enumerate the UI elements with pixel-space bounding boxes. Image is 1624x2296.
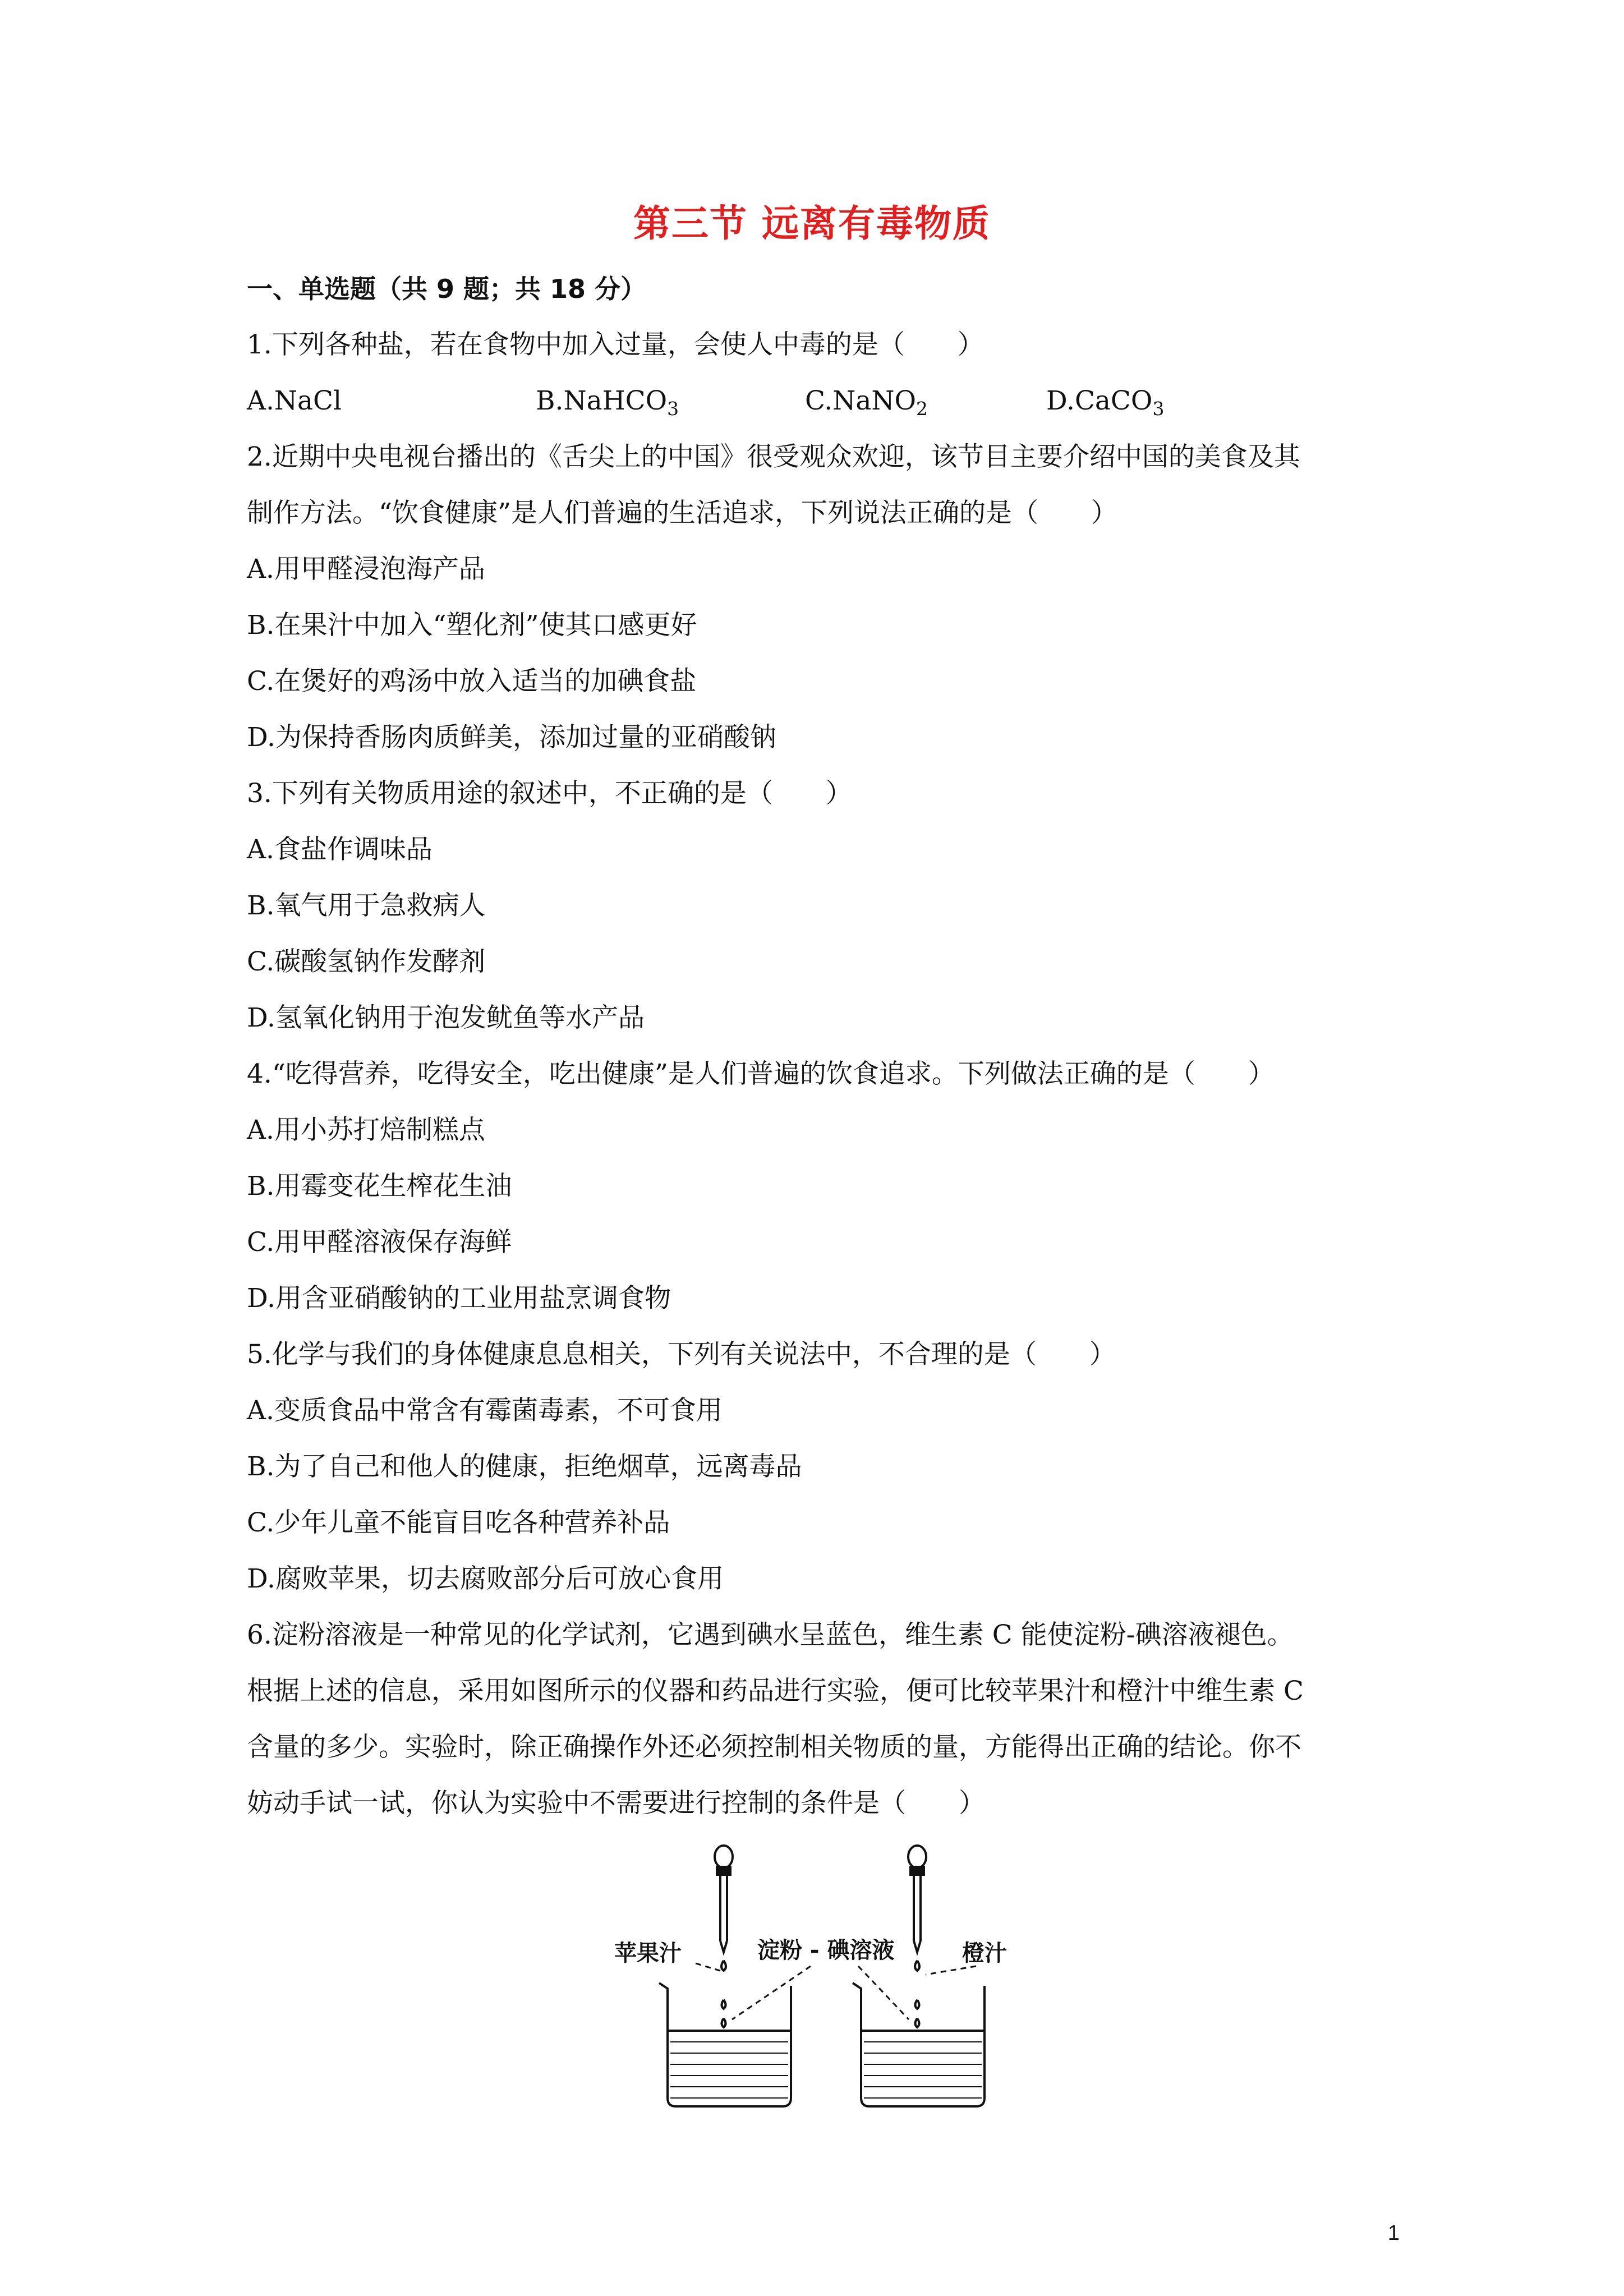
question-2-option-b: B.在果汁中加入“塑化剂”使其口感更好	[247, 610, 697, 641]
question-1-option-d: D.CaCO$_3$	[1046, 385, 1165, 420]
question-5-option-b: B.为了自己和他人的健康，拒绝烟草，远离毒品	[247, 1451, 802, 1482]
question-5-option-a: A.变质食品中常含有霉菌毒素，不可食用	[247, 1395, 723, 1426]
question-3-option-c: C.碳酸氢钠作发酵剂	[247, 946, 486, 977]
section-heading: 一、单选题（共 9 题；共 18 分）	[247, 274, 647, 304]
question-1-stem: 1.下列各种盐，若在食物中加入过量，会使人中毒的是（ ）	[247, 329, 984, 360]
question-6-stem-line-1: 6.淀粉溶液是一种常见的化学试剂，它遇到碘水呈蓝色，维生素 C 能使淀粉-碘溶液褪色。	[247, 1619, 1294, 1650]
question-1-option-b: B.NaHCO$_3$	[536, 385, 679, 420]
question-2-stem-line-1: 2.近期中央电视台播出的《舌尖上的中国》很受观众欢迎，该节目主要介绍中国的美食及其	[247, 441, 1300, 472]
left-beaker-icon	[659, 1983, 791, 2106]
question-6-stem-line-4: 妨动手试一试，你认为实验中不需要进行控制的条件是（ ）	[247, 1788, 985, 1819]
right-beaker-icon	[853, 1983, 984, 2106]
question-6-stem-line-2: 根据上述的信息，采用如图所示的仪器和药品进行实验，便可比较苹果汁和橙汁中维生素 C	[247, 1676, 1304, 1706]
experiment-figure	[611, 1840, 1038, 2120]
question-3-option-a: A.食盐作调味品	[247, 834, 433, 865]
label-starch-iodine: 淀粉 - 碘溶液	[757, 1938, 895, 1963]
question-5-option-c: C.少年儿童不能盲目吃各种营养补品	[247, 1507, 670, 1538]
question-2-option-d: D.为保持香肠肉质鲜美，添加过量的亚硝酸钠	[247, 722, 776, 753]
question-2-option-c: C.在煲好的鸡汤中放入适当的加碘食盐	[247, 666, 697, 697]
question-3-option-b: B.氧气用于急救病人	[247, 890, 486, 921]
question-4-option-b: B.用霉变花生榨花生油	[247, 1171, 512, 1202]
question-2-stem-line-2: 制作方法。“饮食健康”是人们普遍的生活追求，下列说法正确的是（ ）	[247, 498, 1118, 528]
question-4-stem: 4.“吃得营养，吃得安全，吃出健康”是人们普遍的饮食追求。下列做法正确的是（ ）	[247, 1059, 1275, 1089]
question-5-option-d: D.腐败苹果，切去腐败部分后可放心食用	[247, 1563, 724, 1594]
question-3-stem: 3.下列有关物质用途的叙述中，不正确的是（ ）	[247, 778, 852, 809]
question-2-option-a: A.用甲醛浸泡海产品	[247, 554, 485, 585]
page-number: 1	[1387, 2221, 1400, 2245]
question-5-stem: 5.化学与我们的身体健康息息相关，下列有关说法中，不合理的是（ ）	[247, 1339, 1116, 1370]
question-4-option-c: C.用甲醛溶液保存海鲜	[247, 1227, 512, 1258]
label-apple-juice: 苹果汁	[614, 1940, 682, 1966]
question-4-option-a: A.用小苏打焙制糕点	[247, 1115, 485, 1145]
label-orange-juice: 橙汁	[962, 1940, 1007, 1966]
question-1-option-c: C.NaNO$_2$	[805, 385, 928, 420]
left-dropper-icon	[715, 1846, 733, 1971]
question-3-option-d: D.氢氧化钠用于泡发鱿鱼等水产品	[247, 1002, 645, 1033]
question-1-option-a: A.NaCl	[247, 385, 342, 416]
question-4-option-d: D.用含亚硝酸钠的工业用盐烹调食物	[247, 1283, 671, 1314]
right-dropper-icon	[908, 1846, 926, 1971]
question-6-stem-line-3: 含量的多少。实验时，除正确操作外还必须控制相关物质的量，方能得出正确的结论。你不	[247, 1732, 1301, 1763]
page-title: 第三节 远离有毒物质	[633, 202, 991, 245]
